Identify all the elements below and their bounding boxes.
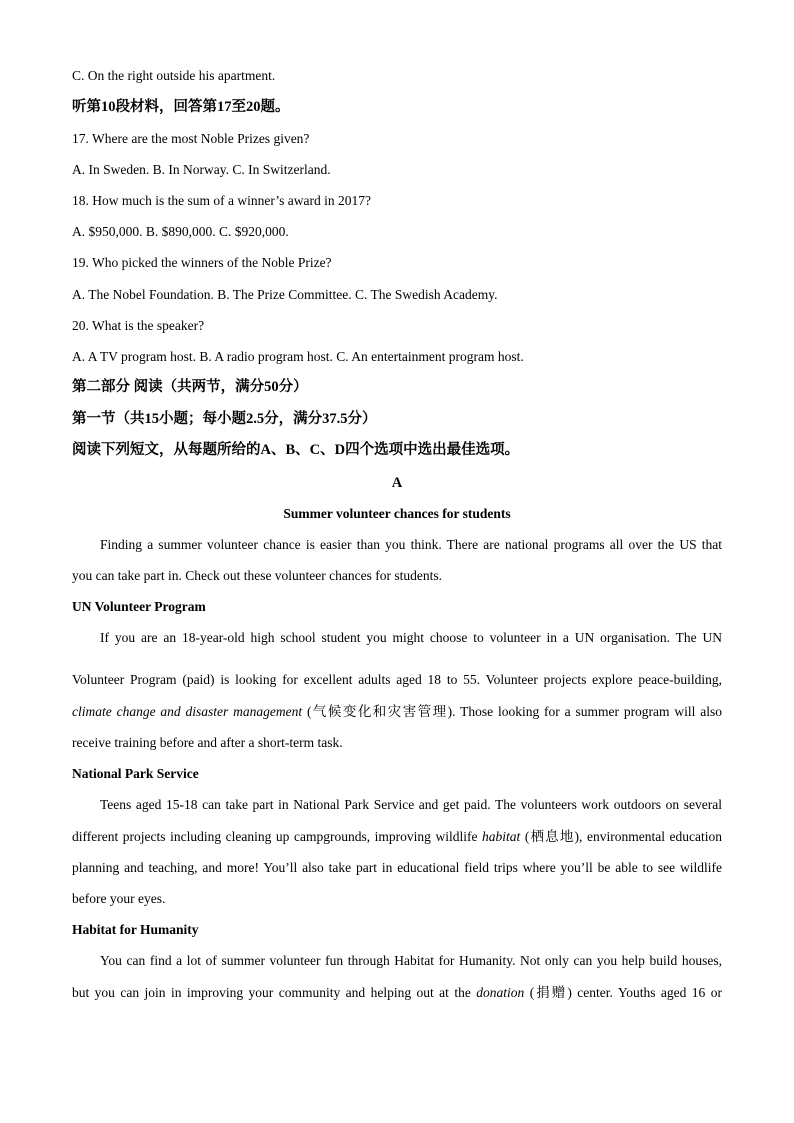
un-line-3-rest: (气候变化和灾害管理). Those looking for a summer program will also [302, 704, 722, 719]
section-10-heading: 听第10段材料，回答第17至20题。 [72, 99, 290, 115]
nps-italic-term: habitat [482, 829, 521, 844]
question-19: 19. Who picked the winners of the Noble Prize? [72, 255, 332, 270]
un-line-4: receive training before and after a short-term task. [72, 735, 343, 750]
passage-letter: A [391, 475, 403, 491]
question-18-options: A. $950,000. B. $890,000. C. $920,000. [72, 224, 289, 239]
nps-line-2 [72, 828, 722, 846]
question-17: 17. Where are the most Noble Prizes given? [72, 131, 310, 146]
un-line-3 [72, 703, 722, 721]
question-17-options: A. In Sweden. B. In Norway. C. In Switzerland. [72, 162, 331, 177]
hfh-line-2-a: but you can join in improving your community and helping out at the [72, 985, 477, 1000]
nps-line-2-b: (栖息地), environmental education [520, 829, 722, 844]
nps-line-1: Teens aged 15-18 can take part in National Park Service and get paid. The volunteers work outdoors on several [100, 797, 722, 812]
question-20: 20. What is the speaker? [72, 318, 205, 333]
un-italic-term: climate change and disaster management [72, 704, 303, 719]
section-1-heading: 第一节（共15小题；每小题2.5分，满分37.5分） [72, 411, 377, 427]
un-heading: UN Volunteer Program [72, 599, 206, 614]
nps-line-2-a: different projects including cleaning up campgrounds, improving wildlife [72, 829, 482, 844]
question-18: 18. How much is the sum of a winner’s award in 2017? [72, 193, 371, 208]
hfh-line-2 [72, 984, 722, 1002]
hfh-heading: Habitat for Humanity [72, 922, 199, 937]
reading-instruction: 阅读下列短文，从每题所给的A、B、C、D四个选项中选出最佳选项。 [72, 442, 520, 458]
un-line-1: If you are an 18-year-old high school student you might choose to volunteer in a UN organisation. The UN [100, 630, 722, 645]
question-19-options: A. The Nobel Foundation. B. The Prize Committee. C. The Swedish Academy. [72, 287, 498, 302]
hfh-line-1: You can find a lot of summer volunteer fun through Habitat for Humanity. Not only can you help build houses, [100, 953, 722, 968]
option-c-line: C. On the right outside his apartment. [72, 68, 276, 83]
nps-line-3: planning and teaching, and more! You’ll also take part in educational field trips where you’ll be able to see wildlife [72, 860, 722, 875]
intro-line-1: Finding a summer volunteer chance is easier than you think. There are national programs all over the US that [100, 537, 722, 552]
passage-title: Summer volunteer chances for students [283, 506, 511, 521]
un-line-2: Volunteer Program (paid) is looking for excellent adults aged 18 to 55. Volunteer projects explore peace-building, [72, 672, 722, 687]
question-20-options: A. A TV program host. B. A radio program host. C. An entertainment program host. [72, 349, 524, 364]
hfh-line-2-b: (捐赠) center. Youths aged 16 or [524, 985, 722, 1000]
intro-line-2: you can take part in. Check out these volunteer chances for students. [72, 568, 443, 583]
nps-line-4: before your eyes. [72, 891, 166, 906]
hfh-italic-term: donation [476, 985, 525, 1000]
nps-heading: National Park Service [72, 766, 199, 781]
part-2-heading: 第二部分 阅读（共两节，满分50分） [72, 379, 308, 395]
